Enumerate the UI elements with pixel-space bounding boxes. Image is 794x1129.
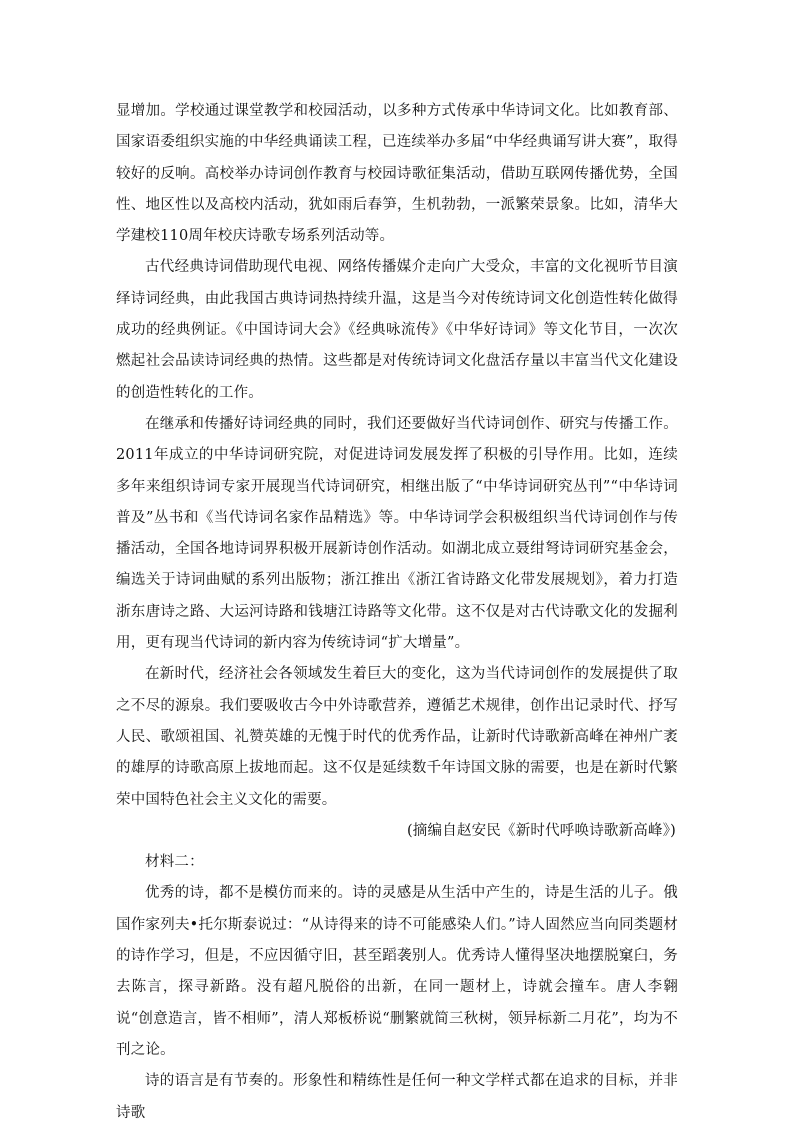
paragraph-continued: 显增加。学校通过课堂教学和校园活动，以多种方式传承中华诗词文化。比如教育部、国家语委组织实施的中华经典诵读工程，已连续举办多届“中华经典诵写讲大赛”，取得较好的反响。高校举办诗词创作教育与校园诗歌征集活动，借助互联网传播优势，全国性、地区性以及高校内活动，犹如雨后春笋，生机勃勃，一派繁荣景象。比如，清华大学建校110周年校庆诗歌专场系列活动等。 <box>116 103 678 245</box>
paragraph-classic-poetry-media: 古代经典诗词借助现代电视、网络传播媒介走向广大受众，丰富的文化视听节目演绎诗词经典，由此我国古典诗词热持续升温，这是当今对传统诗词文化创造性转化做得成功的经典例证。《中国诗词大会》《经典咏流传》《中华好诗词》等文化节目，一次次燃起社会品读诗词经典的热情。这些都是对传统诗词文化盘活存量以丰富当代文化建设的创造性转化的工作。 <box>116 259 678 401</box>
document-page <box>116 96 678 1129</box>
material-two-heading: 材料二： <box>145 854 204 871</box>
paragraph-excellent-poems: 优秀的诗，都不是模仿而来的。诗的灵感是从生活中产生的，诗是生活的儿子。俄国作家列夫•托尔斯泰说过：“从诗得来的诗不可能感染人们。”诗人固然应当向同类题材的诗作学习，但是，不应因循守旧，甚至蹈袭别人。优秀诗人懂得坚决地摆脱窠臼，务去陈言，探寻新路。没有超凡脱俗的出新，在同一题材上，诗就会撞车。唐人李翱说“创意造言，皆不相师”，清人郑板桥说“删繁就简三秋树，领异标新二月花”，均为不刊之论。 <box>116 885 678 1058</box>
paragraph-poetic-language: 诗的语言是有节奏的。形象性和精练性是任何一种文学样式都在追求的目标，并非诗歌 <box>116 1073 678 1121</box>
paragraph-new-era: 在新时代，经济社会各领域发生着巨大的变化，这为当代诗词创作的发展提供了取之不尽的源泉。我们要吸收古今中外诗歌营养，遵循艺术规律，创作出记录时代、抒写人民、歌颂祖国、礼赞英雄的无愧于时代的优秀作品，让新时代诗歌新高峰在神州广袤的雄厚的诗歌高原上拔地而起。这不仅是延续数千年诗国文脉的需要，也是在新时代繁荣中国特色社会主义文化的需要。 <box>116 666 678 808</box>
source-citation: (摘编自赵安民《新时代呼唤诗歌新高峰》) <box>406 822 676 839</box>
paragraph-contemporary-creation: 在继承和传播好诗词经典的同时，我们还要做好当代诗词创作、研究与传播工作。2011年成立的中华诗词研究院，对促进诗词发展发挥了积极的引导作用。比如，连续多年来组织诗词专家开展现当代诗词研究，相继出版了“中华诗词研究丛刊”“中华诗词普及”丛书和《当代诗词名家作品精选》等。中华诗词学会积极组织当代诗词创作与传播活动，全国各地诗词界积极开展新诗创作活动。如湖北成立聂绀弩诗词研究基金会，编选关于诗词曲赋的系列出版物；浙江推出《浙江省诗路文化带发展规划》，着力打造浙东唐诗之路、大运河诗路和钱塘江诗路等文化带。这不仅是对古代诗歌文化的发掘利用，更有现当代诗词的新内容为传统诗词“扩大增量”。 <box>116 415 678 652</box>
